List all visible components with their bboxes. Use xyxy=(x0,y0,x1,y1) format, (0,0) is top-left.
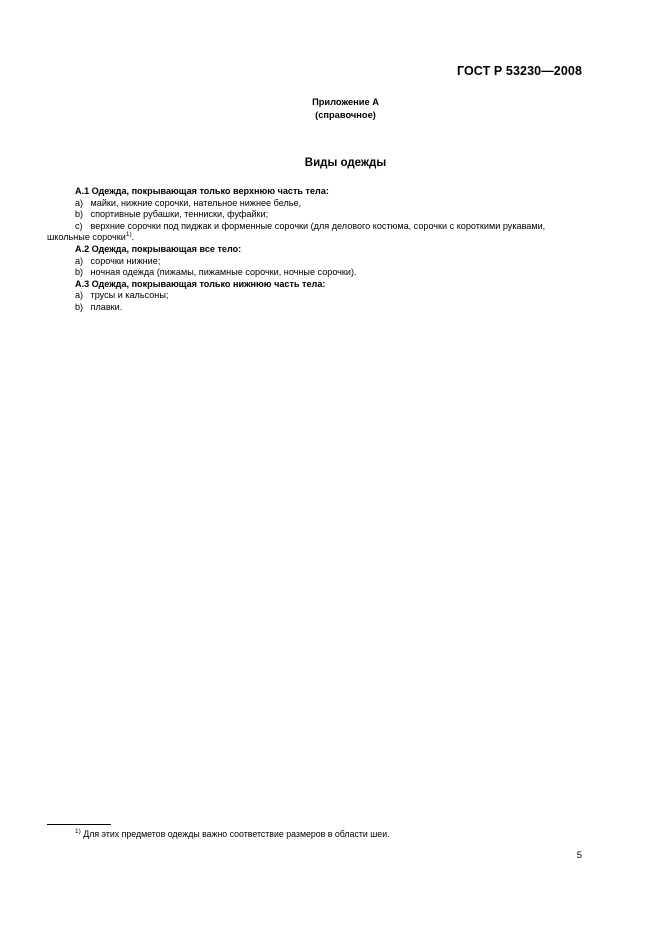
list-item xyxy=(47,198,587,210)
footnote-divider xyxy=(47,824,111,825)
appendix-subtitle: (справочное) xyxy=(315,110,376,120)
list-item xyxy=(47,267,587,279)
section-a1-heading: А.1 Одежда, покрывающая только верхнюю часть тела: xyxy=(75,186,329,196)
list-item xyxy=(47,290,587,302)
section-a2-heading: А.2 Одежда, покрывающая все тело: xyxy=(75,243,242,254)
list-item xyxy=(47,209,587,221)
footnote-reference: 1) xyxy=(125,231,132,239)
appendix-heading xyxy=(0,96,661,122)
list-item-text: майки, нижние сорочки, нательное нижнее белье, xyxy=(90,197,302,208)
list-item-continuation xyxy=(47,232,587,244)
list-item-label: а) xyxy=(75,255,84,266)
list-item-tail: . xyxy=(131,232,135,243)
footnote xyxy=(75,829,390,839)
document-body xyxy=(47,186,587,314)
list-item xyxy=(47,302,587,314)
list-item-text: верхние сорочки под пиджак и форменные сорочки (для делового костюма, сорочки с короткими рукавами, xyxy=(90,220,546,231)
list-item-label: b) xyxy=(75,209,84,220)
list-item-label: а) xyxy=(75,290,84,301)
list-item-label: b) xyxy=(75,267,84,278)
list-item-text: ночная одежда (пижамы, пижамные сорочки, ночные сорочки). xyxy=(90,267,357,278)
section-title: Виды одежды xyxy=(304,157,387,169)
list-item-text: плавки. xyxy=(90,301,123,312)
list-item-text: спортивные рубашки, тенниски, фуфайки; xyxy=(90,209,269,220)
list-item xyxy=(47,256,587,268)
document-code: ГОСТ Р 53230—2008 xyxy=(456,64,582,78)
appendix-title: Приложение А xyxy=(312,97,379,107)
list-item-text: трусы и кальсоны; xyxy=(90,290,169,301)
list-item-text: школьные сорочки xyxy=(47,232,126,243)
footnote-text: Для этих предметов одежды важно соответствие размеров в области шеи. xyxy=(83,829,390,839)
list-item-text: сорочки нижние; xyxy=(90,255,161,266)
footnote-marker: 1) xyxy=(75,828,81,836)
list-item-label: b) xyxy=(75,301,84,312)
list-item-label: с) xyxy=(75,220,83,231)
section-a3-heading: А.3 Одежда, покрывающая только нижнюю часть тела: xyxy=(75,278,326,289)
list-item-label: а) xyxy=(75,197,84,208)
page-number: 5 xyxy=(576,850,582,861)
